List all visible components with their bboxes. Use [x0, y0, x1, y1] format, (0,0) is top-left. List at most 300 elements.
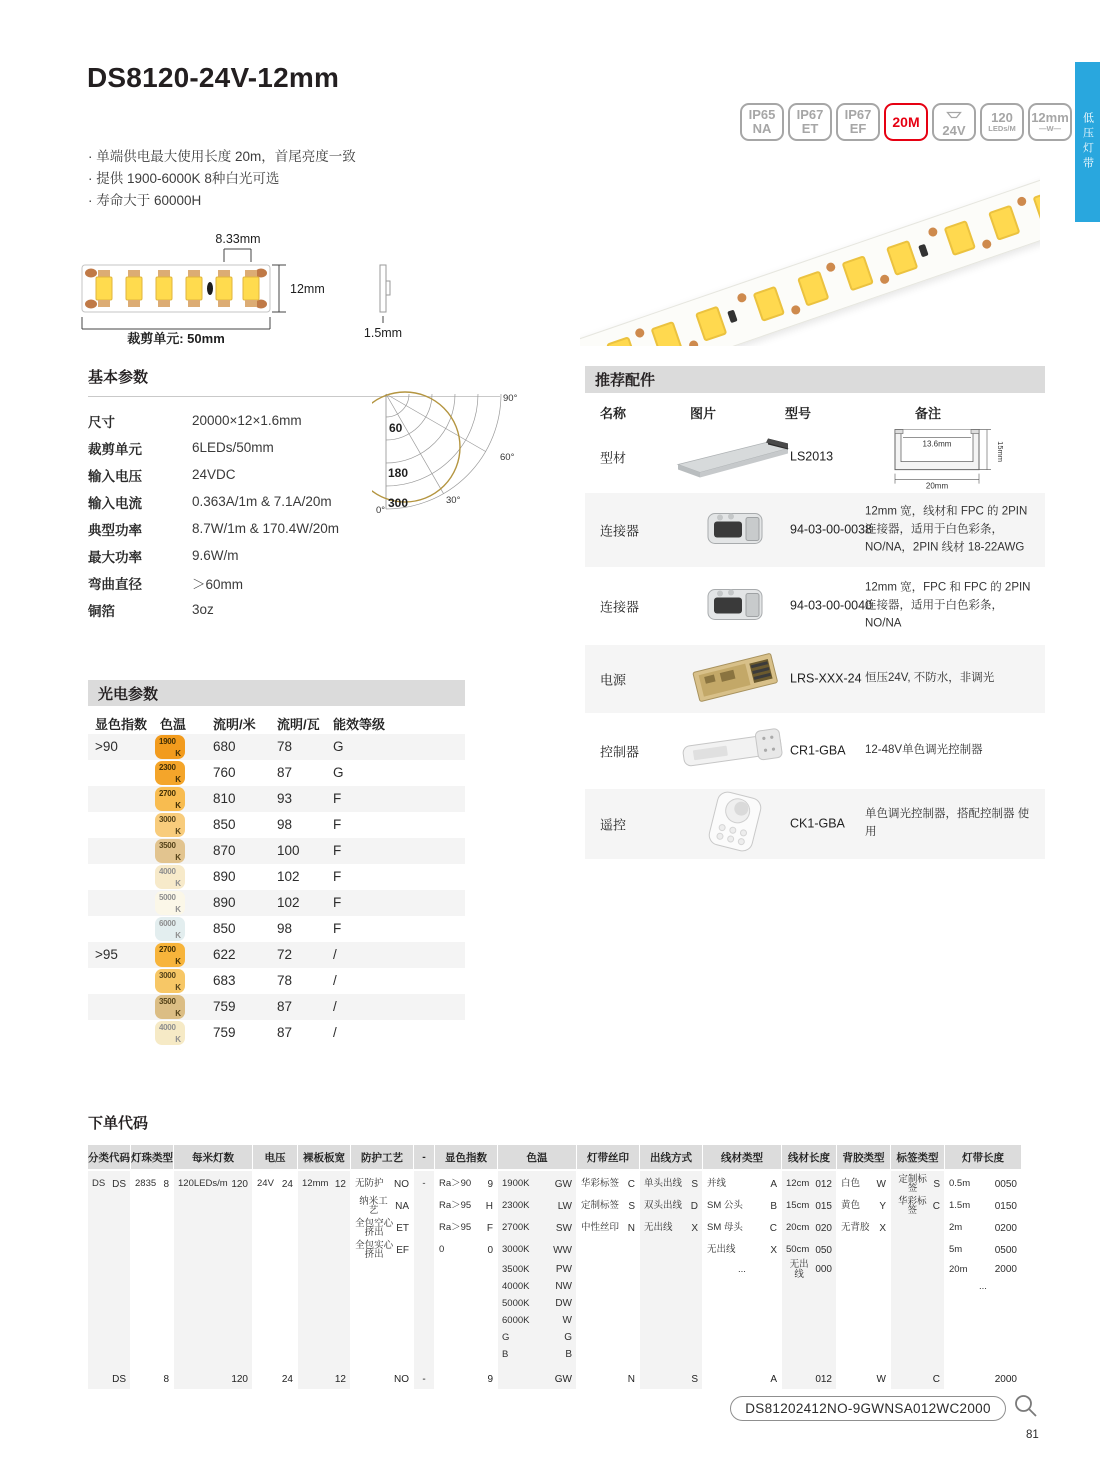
order-option-name: 2300K — [502, 1200, 530, 1212]
spec-value: 20000×12×1.6mm — [192, 413, 302, 428]
accessory-row — [585, 645, 1045, 713]
order-option-code: 0 — [487, 1244, 493, 1256]
accessory-name: 遥控 — [600, 817, 627, 833]
lumen-per-meter: 760 — [213, 765, 236, 780]
efficiency-grade: G — [333, 739, 344, 754]
spec-label: 输入电压 — [88, 468, 142, 484]
order-option-name: 无出线 — [644, 1222, 673, 1234]
photometric-title: 光电参数 — [98, 685, 159, 703]
order-summary-value: - — [422, 1373, 426, 1385]
cct-badge — [155, 943, 185, 967]
badge-120 — [980, 103, 1024, 141]
beam-radial-300: 300 — [388, 496, 409, 510]
badge-line1: IP65 — [748, 107, 776, 123]
photometric-row — [88, 968, 465, 994]
led-chip — [1032, 189, 1040, 225]
order-option-name: 4000K — [502, 1280, 530, 1292]
accessories-col-image: 图片 — [690, 406, 717, 421]
lumen-per-meter: 850 — [213, 817, 236, 832]
order-option-name: 华彩标签 — [581, 1178, 620, 1190]
svg-text:15mm: 15mm — [996, 441, 1005, 463]
copper-pad — [736, 292, 747, 303]
photometric-title-band — [88, 680, 465, 706]
order-option-name: 定制标签 — [898, 1173, 927, 1194]
led-chip — [797, 270, 829, 306]
order-option-code: N — [627, 1222, 635, 1234]
order-option-name: 单头出线 — [644, 1178, 683, 1190]
cri-value: >95 — [95, 947, 118, 962]
order-col-body — [837, 1171, 890, 1389]
cct-value: 3500 — [159, 997, 176, 1006]
efficiency-grade: / — [333, 1025, 337, 1040]
spec-label: 尺寸 — [88, 414, 115, 430]
order-option-name: 2700K — [502, 1222, 530, 1234]
cct-badge — [155, 839, 185, 863]
order-option-name: 并线 — [707, 1178, 727, 1190]
thickness-dimension-label: 1.5mm — [363, 326, 403, 340]
order-option-name: 华彩标签 — [898, 1195, 927, 1216]
beam-radial-180: 180 — [388, 466, 409, 480]
order-option-code: DS — [112, 1178, 126, 1190]
order-option-name: 0 — [439, 1244, 445, 1256]
order-col-body — [891, 1171, 944, 1389]
order-col-header: 标签类型 — [891, 1145, 944, 1169]
order-option — [945, 1278, 1021, 1295]
order-col-body — [414, 1171, 434, 1389]
order-option — [703, 1195, 781, 1217]
order-option-code: GW — [554, 1178, 572, 1190]
order-option-name: 3000K — [502, 1244, 530, 1256]
accessories-rows — [585, 425, 1045, 859]
order-summary-value: NO — [394, 1373, 409, 1385]
order-option — [837, 1173, 890, 1195]
side-tab-label: 低压灯带 — [1081, 112, 1094, 172]
accessory-row — [585, 571, 1045, 641]
order-option-name: 全包空心挤出 — [355, 1217, 394, 1238]
order-option — [837, 1195, 890, 1217]
order-option-name: 15cm — [786, 1200, 810, 1212]
photometric-row — [88, 1020, 465, 1046]
cct-unit: K — [175, 827, 181, 836]
order-summary-value: W — [876, 1373, 886, 1385]
order-option — [703, 1239, 781, 1261]
cct-badge — [155, 761, 185, 785]
order-option-name: 无出线 — [707, 1244, 736, 1256]
order-col-分类代码 — [88, 1145, 130, 1389]
cct-unit: K — [175, 801, 181, 810]
cct-badge — [155, 1021, 185, 1045]
cct-value: 4000 — [159, 867, 176, 876]
copper-pad — [634, 327, 645, 338]
order-summary-value: 12 — [334, 1373, 346, 1385]
copper-pad — [688, 339, 699, 346]
basic-params-title: 基本参数 — [88, 366, 500, 397]
strip-dimension-diagram — [80, 232, 510, 351]
badge-line2: —W— — [1038, 123, 1062, 133]
lumen-per-meter: 622 — [213, 947, 236, 962]
order-option — [498, 1217, 576, 1239]
order-option — [351, 1195, 413, 1217]
badge-line2: NA — [752, 121, 772, 136]
svg-text:20mm: 20mm — [925, 481, 949, 490]
certification-badges — [740, 103, 1072, 141]
order-option-name: 定制标签 — [581, 1200, 620, 1212]
order-col-body — [435, 1171, 497, 1389]
order-option-code: H — [485, 1200, 493, 1212]
order-option — [498, 1278, 576, 1295]
order-col-body — [351, 1171, 413, 1389]
accessories-title: 推荐配件 — [595, 372, 656, 389]
cct-value: 3000 — [159, 815, 176, 824]
badge-line2: 24V — [942, 122, 966, 138]
order-option-name: 纳米工艺 — [359, 1195, 388, 1216]
efficiency-grade: F — [333, 791, 342, 806]
order-option-name: 黄色 — [841, 1200, 861, 1212]
cct-unit: K — [175, 931, 181, 940]
order-option-code: 000 — [815, 1264, 832, 1275]
order-code-section — [88, 1112, 1035, 1389]
pitch-dimension-label: 8.33mm — [215, 232, 261, 246]
order-option — [498, 1195, 576, 1217]
lumen-per-meter: 810 — [213, 791, 236, 806]
order-option-code: LW — [557, 1200, 572, 1212]
spec-label: 铜箔 — [88, 603, 115, 619]
order-option-name: 24V — [257, 1178, 274, 1190]
accessory-name: 控制器 — [600, 744, 640, 760]
order-col-灯珠类型 — [131, 1145, 173, 1389]
beam-angle-60: 60° — [500, 452, 515, 463]
order-option-code: NA — [395, 1200, 409, 1212]
photometric-row — [88, 942, 465, 968]
order-option — [640, 1173, 702, 1195]
page-number: 81 — [1026, 1429, 1039, 1441]
lumen-per-watt: 98 — [277, 921, 293, 936]
badge-24v — [932, 103, 976, 141]
efficiency-grade: / — [333, 973, 337, 988]
efficiency-grade: / — [333, 999, 337, 1014]
order-col-线材类型 — [703, 1145, 781, 1389]
copper-pad — [879, 274, 890, 285]
badge-line2: LEDs/M — [988, 123, 1016, 133]
order-option-code: X — [691, 1222, 698, 1234]
beam-angle-chart — [372, 390, 517, 519]
accessories-col-remark: 备注 — [915, 406, 942, 421]
order-option — [945, 1195, 1021, 1217]
order-col-裸板板宽 — [298, 1145, 350, 1389]
order-option-code: ET — [396, 1222, 409, 1234]
order-col-header: 色温 — [498, 1145, 576, 1169]
lumen-per-meter: 890 — [213, 895, 236, 910]
order-option-name: 1.5m — [949, 1200, 971, 1212]
spec-row — [88, 515, 500, 542]
order-option-code: W — [876, 1178, 886, 1190]
order-col-body — [298, 1171, 350, 1389]
cct-unit: K — [175, 905, 181, 914]
accessories-col-model: 型号 — [785, 406, 812, 421]
cct-badge — [155, 735, 185, 759]
accessory-name: 连接器 — [600, 523, 640, 539]
efficiency-grade: F — [333, 869, 342, 884]
cct-unit: K — [175, 775, 181, 784]
led-chip — [695, 306, 727, 342]
cct-value: 3000 — [159, 971, 176, 980]
order-summary-value: GW — [554, 1373, 572, 1385]
order-option — [498, 1261, 576, 1278]
copper-pad — [825, 261, 836, 272]
order-option-code: S — [691, 1178, 698, 1190]
order-col-body — [174, 1171, 252, 1389]
lumen-per-watt: 98 — [277, 817, 293, 832]
order-option — [498, 1173, 576, 1195]
order-summary-value: 8 — [163, 1373, 169, 1385]
efficiency-grade: G — [333, 765, 344, 780]
cct-value: 3500 — [159, 841, 176, 850]
beam-angle-90: 90° — [503, 393, 517, 404]
order-option — [435, 1173, 497, 1195]
order-col-header: 出线方式 — [640, 1145, 702, 1169]
spec-value: 6LEDs/50mm — [192, 440, 274, 455]
photometric-col-lm-m: 流明/米 — [213, 717, 256, 732]
order-col-header: 电压 — [253, 1145, 297, 1169]
accessory-remark: 12mm 宽，FPC 和 FPC 的 2PIN 连接器，适用于白色彩条，NO/NA — [865, 581, 1031, 629]
beam-angle-30: 30° — [446, 495, 461, 506]
order-option-name: Ra＞90 — [439, 1178, 472, 1190]
order-col-body — [577, 1171, 639, 1389]
order-col-body — [703, 1171, 781, 1389]
badge-line1: 12mm — [1031, 110, 1069, 126]
photometric-row — [88, 786, 465, 812]
efficiency-grade: F — [333, 895, 342, 910]
spec-label: 输入电流 — [88, 495, 142, 511]
side-tab-low-voltage-strip[interactable] — [1075, 62, 1100, 222]
cct-badge — [155, 865, 185, 889]
lumen-per-watt: 100 — [277, 843, 300, 858]
accessory-remark: 12-48V单色调光控制器 — [865, 744, 983, 757]
order-col-电压 — [253, 1145, 297, 1389]
resistor-chip — [727, 310, 738, 324]
badge-line1: IP67 — [796, 107, 824, 123]
order-option-code: C — [627, 1178, 635, 1190]
order-option-code: 9 — [487, 1178, 493, 1190]
order-option-name: DS — [92, 1178, 106, 1190]
page-title: DS8120-24V-12mm — [87, 62, 340, 93]
order-summary-value: A — [770, 1373, 777, 1385]
order-option-name: 全包实心挤出 — [355, 1239, 394, 1260]
order-option — [435, 1239, 497, 1261]
cct-unit: K — [175, 853, 181, 862]
badge-line2: ET — [801, 121, 819, 136]
order-summary-value: N — [627, 1373, 635, 1385]
order-option-code: 0200 — [994, 1222, 1017, 1234]
order-code-result[interactable]: DS81202412NO-9GWNSA012WC2000 — [730, 1396, 1006, 1421]
efficiency-grade: / — [333, 947, 337, 962]
order-option-code: B — [770, 1200, 777, 1212]
order-option — [945, 1239, 1021, 1261]
lumen-per-meter: 890 — [213, 869, 236, 884]
order-summary-value: 012 — [815, 1373, 832, 1385]
lumen-per-meter: 870 — [213, 843, 236, 858]
transformer-icon — [946, 107, 962, 124]
order-col-body — [131, 1171, 173, 1389]
cct-unit: K — [175, 957, 181, 966]
order-option-name: 无防护 — [355, 1178, 384, 1190]
spec-row — [88, 569, 500, 596]
efficiency-grade: F — [333, 843, 342, 858]
copper-pad — [790, 304, 801, 315]
order-option-name: ... — [738, 1263, 746, 1275]
led-strip-photo — [580, 148, 1040, 346]
badge-line2: EF — [849, 121, 867, 136]
badge-12mm — [1028, 103, 1072, 141]
order-option — [577, 1217, 639, 1239]
width-dimension-label: 12mm — [290, 282, 325, 296]
led-chip — [650, 321, 682, 346]
accessories-title-band — [585, 366, 1045, 393]
lumen-per-watt: 78 — [277, 973, 293, 988]
order-option — [253, 1173, 297, 1195]
order-option-code: NO — [394, 1178, 409, 1190]
lumen-per-watt: 87 — [277, 765, 293, 780]
cct-value: 2300 — [159, 763, 176, 772]
order-col-header: 灯带丝印 — [577, 1145, 639, 1169]
accessory-model: LS2013 — [790, 449, 834, 464]
order-option — [837, 1217, 890, 1239]
order-col-header: 线材类型 — [703, 1145, 781, 1169]
order-option-name: 50cm — [786, 1244, 810, 1256]
cct-unit: K — [175, 1035, 181, 1044]
order-option — [640, 1195, 702, 1217]
accessory-model: CR1-GBA — [790, 743, 846, 758]
order-option-code: 24 — [281, 1178, 293, 1190]
spec-value: 24VDC — [192, 467, 236, 482]
copper-pad — [927, 226, 938, 237]
photometric-section — [88, 680, 465, 1046]
order-option-name: 12mm — [302, 1178, 329, 1190]
spec-label: 弯曲直径 — [88, 576, 142, 592]
order-option — [88, 1173, 130, 1195]
order-col-body — [945, 1171, 1021, 1389]
accessory-row — [585, 717, 1045, 785]
order-option-name: 5m — [949, 1244, 963, 1256]
order-option-name: B — [502, 1348, 509, 1360]
order-option-code: S — [628, 1200, 635, 1212]
accessory-row — [585, 493, 1045, 567]
svg-text:13.6mm: 13.6mm — [922, 439, 952, 449]
spec-row — [88, 596, 500, 623]
photometric-rows — [88, 734, 465, 1046]
lumen-per-meter: 759 — [213, 999, 236, 1014]
photometric-col-grade: 能效等级 — [333, 717, 386, 732]
order-col-body — [88, 1171, 130, 1389]
order-option — [782, 1261, 836, 1278]
order-option-name: 2835 — [135, 1178, 157, 1190]
order-col-body — [640, 1171, 702, 1389]
photometric-row — [88, 760, 465, 786]
cct-badge — [155, 787, 185, 811]
badge-20m — [884, 103, 928, 141]
photometric-col-cct: 色温 — [160, 717, 187, 732]
order-option — [131, 1173, 173, 1195]
order-col-header: 每米灯数 — [174, 1145, 252, 1169]
spec-value: 9.6W/m — [192, 548, 239, 563]
order-option — [435, 1217, 497, 1239]
order-option — [640, 1217, 702, 1239]
order-option-code: C — [769, 1222, 777, 1234]
order-option — [782, 1239, 836, 1261]
led-chip — [841, 255, 873, 291]
order-option-name: G — [502, 1331, 510, 1343]
order-option-code: B — [565, 1349, 572, 1360]
feature-bullet: · 单端供电最大使用长度 20m，首尾亮度一致 — [88, 146, 356, 168]
lumen-per-watt: 87 — [277, 999, 293, 1014]
feature-bullets — [88, 146, 356, 212]
badge-ip67 — [836, 103, 880, 141]
photometric-row — [88, 864, 465, 890]
order-option-code: NW — [555, 1281, 572, 1292]
order-option — [414, 1173, 434, 1195]
photometric-row — [88, 916, 465, 942]
order-col-header: 显色指数 — [435, 1145, 497, 1169]
order-option-name: SM 公头 — [707, 1200, 743, 1212]
order-option-name: 双头出线 — [644, 1200, 683, 1212]
order-option — [703, 1217, 781, 1239]
spec-row — [88, 542, 500, 569]
accessory-name: 连接器 — [600, 599, 640, 615]
order-col-header: 线材长度 — [782, 1145, 836, 1169]
order-summary-value: 24 — [281, 1373, 293, 1385]
order-option — [945, 1217, 1021, 1239]
order-summary-value: 120 — [231, 1373, 248, 1385]
accessory-remark: 12mm 宽，线材和 FPC 的 2PIN 连接器，适用于白色彩条，NO/NA，2PIN 线材 18-22AWG — [865, 505, 1028, 553]
order-option-code: A — [770, 1178, 777, 1190]
order-col-header: 防护工艺 — [351, 1145, 413, 1169]
spec-label: 典型功率 — [88, 522, 142, 538]
lumen-per-watt: 93 — [277, 791, 293, 806]
order-option — [298, 1173, 350, 1195]
search-icon[interactable] — [1014, 1394, 1038, 1418]
cct-value: 5000 — [159, 893, 176, 902]
photometric-header-row — [88, 706, 465, 734]
order-option — [498, 1312, 576, 1329]
lumen-per-meter: 759 — [213, 1025, 236, 1040]
order-option-code: PW — [555, 1264, 572, 1275]
accessories-col-name: 名称 — [600, 406, 627, 421]
order-option — [703, 1261, 781, 1278]
order-option-code: 2000 — [994, 1264, 1017, 1275]
order-option-code: 0150 — [994, 1200, 1017, 1212]
order-option-code: 0500 — [994, 1244, 1017, 1256]
order-option-code: X — [770, 1244, 777, 1256]
order-option — [891, 1173, 944, 1195]
led-chip — [606, 336, 638, 346]
order-option-code: F — [486, 1222, 493, 1234]
profile-section-diagram — [865, 418, 1039, 497]
resistor-chip — [918, 244, 929, 258]
badge-line1: 20M — [892, 113, 920, 130]
order-option — [435, 1195, 497, 1217]
order-option-code: D — [690, 1200, 698, 1212]
order-col-背胶类型 — [837, 1145, 890, 1389]
order-option-code: 0050 — [994, 1178, 1017, 1190]
order-summary-value: 2000 — [994, 1373, 1017, 1385]
order-option-code: 020 — [815, 1222, 832, 1234]
accessory-name: 型材 — [600, 450, 627, 466]
lumen-per-watt: 102 — [277, 895, 300, 910]
order-option-name: 0.5m — [949, 1178, 971, 1190]
efficiency-grade: F — [333, 817, 342, 832]
order-option — [577, 1195, 639, 1217]
order-option-code: WW — [553, 1244, 572, 1256]
